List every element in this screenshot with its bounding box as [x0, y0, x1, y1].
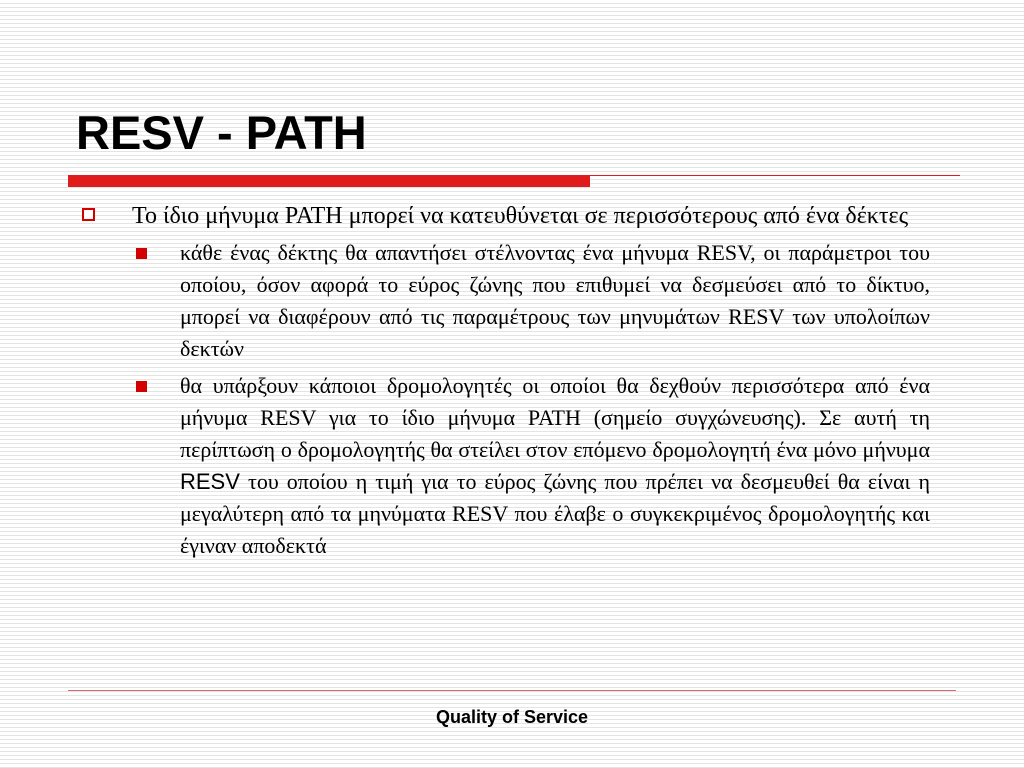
hollow-square-bullet-icon	[82, 208, 95, 221]
footer-label: Quality of Service	[435, 707, 589, 727]
slide-title: RESV - PATH	[76, 106, 367, 159]
sub-bullet-highlight: RESV	[180, 469, 240, 494]
footer-divider	[68, 690, 956, 691]
bullet-level-2	[180, 237, 930, 365]
bullet-level-2	[180, 370, 930, 562]
slide-content	[78, 199, 930, 567]
sub-bullet-text-part: του οποίου η τιμή για το εύρος ζώνης που πρέπει να δεσμευθεί θα είναι η μεγαλύτερη από τα μηνύματα RESV που έλαβε ο συγκεκριμένος δρομολογητής και έγιναν αποδεκτά	[180, 469, 930, 558]
bullet-level-1	[78, 199, 930, 233]
sub-bullet-text: κάθε ένας δέκτης θα απαντήσει στέλνοντας ένα μήνυμα RESV, οι παράμετροι του οποίου, όσον αφορά το εύρος ζώνης που επιθυμεί να δεσμεύσει από το δίκτυο, μπορεί να διαφέρουν από τις παραμέτρους των μηνυμάτων RESV των υπολοίπων δεκτών	[180, 240, 930, 361]
bullet-text: Το ίδιο μήνυμα PATH μπορεί να κατευθύνεται σε περισσότερους από ένα δέκτες	[132, 203, 909, 229]
sub-bullet-text-part: θα υπάρξουν κάποιοι δρομολογητές οι οποίοι θα δεχθούν περισσότερα από ένα μήνυμα RESV για το ίδιο μήνυμα PATH (σημείο συγχώνευσης). Σε αυτή τη περίπτωση ο δρομολογητής θα στείλει στον επόμενο δρομολογητή ένα μόνο μήνυμα	[180, 373, 930, 462]
filled-square-bullet-icon	[136, 381, 147, 392]
title-underline-rule	[590, 175, 960, 176]
title-underline-bar	[68, 175, 590, 187]
filled-square-bullet-icon	[136, 248, 147, 259]
